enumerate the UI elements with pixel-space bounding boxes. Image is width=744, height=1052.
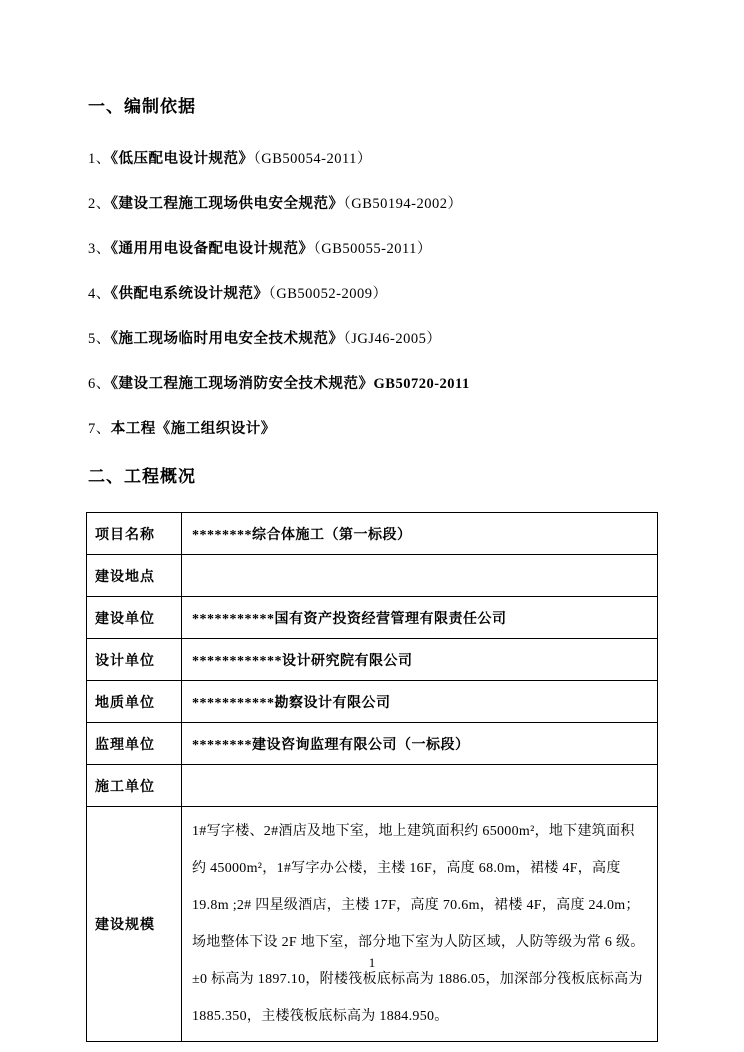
table-row-contractor xyxy=(87,765,658,807)
reference-item-7 xyxy=(88,417,658,438)
reference-code: （JGJ46-2005） xyxy=(343,331,442,347)
reference-num: 6、 xyxy=(88,376,111,392)
row-label: 建设规模 xyxy=(87,807,182,1042)
reference-item-4 xyxy=(88,282,658,303)
row-label: 项目名称 xyxy=(87,513,182,555)
row-value: ********综合体施工（第一标段） xyxy=(182,513,658,555)
reference-title: 《低压配电设计规范》 xyxy=(110,151,254,167)
row-value xyxy=(182,555,658,597)
reference-title: 本工程《施工组织设计》 xyxy=(110,421,276,437)
table-row-supervisor xyxy=(87,723,658,765)
reference-num: 3、 xyxy=(88,241,111,257)
reference-code: （GB50194-2002） xyxy=(343,196,463,212)
reference-title: 《通用用电设备配电设计规范》 xyxy=(110,241,314,257)
scale-paragraph-1: 1#写字楼、2#酒店及地下室，地上建筑面积约 65000m²，地下建筑面积约 45000m²，1#写字办公楼，主楼 16F，高度 68.0m，裙楼 4F，高度 19.8m ;2# 四星级酒店，主楼 17F，高度 70.6m，裙楼 4F，高度 24.0m； xyxy=(192,824,640,913)
row-value xyxy=(182,807,658,1042)
table-row-project-name xyxy=(87,513,658,555)
row-label: 施工单位 xyxy=(87,765,182,807)
row-label: 建设地点 xyxy=(87,555,182,597)
row-value: ***********勘察设计有限公司 xyxy=(182,681,658,723)
scale-paragraph-2: 场地整体下设 2F 地下室，部分地下室为人防区域，人防等级为常 6 级。±0 标高为 1897.10，附楼筏板底标高为 1886.05，加深部分筏板底标高为 1885.350，主楼筏板底标高为 1884.950。 xyxy=(192,935,645,1024)
reference-code: （GB50054-2011） xyxy=(253,151,372,167)
reference-num: 7、 xyxy=(88,421,111,437)
reference-code: GB50720-2011 xyxy=(373,376,470,392)
reference-title: 《施工现场临时用电安全技术规范》 xyxy=(110,331,344,347)
row-label: 监理单位 xyxy=(87,723,182,765)
row-value: ***********国有资产投资经营管理有限责任公司 xyxy=(182,597,658,639)
reference-item-3 xyxy=(88,237,658,258)
table-row-scale xyxy=(87,807,658,1042)
reference-title: 《建设工程施工现场消防安全技术规范》 xyxy=(110,376,374,392)
page-number: 1 xyxy=(368,955,376,970)
reference-num: 4、 xyxy=(88,286,111,302)
section1-title: 一、编制依据 xyxy=(88,97,196,116)
table-row-geology xyxy=(87,681,658,723)
table-row-designer xyxy=(87,639,658,681)
row-value: ************设计研究院有限公司 xyxy=(182,639,658,681)
row-value xyxy=(182,765,658,807)
reference-num: 5、 xyxy=(88,331,111,347)
reference-item-1 xyxy=(88,147,658,168)
section2-title: 二、工程概况 xyxy=(88,467,196,486)
reference-title: 《建设工程施工现场供电安全规范》 xyxy=(110,196,344,212)
row-value: ********建设咨询监理有限公司（一标段） xyxy=(182,723,658,765)
reference-code: （GB50055-2011） xyxy=(313,241,432,257)
table-row-owner xyxy=(87,597,658,639)
reference-item-5 xyxy=(88,327,658,348)
row-label: 设计单位 xyxy=(87,639,182,681)
reference-num: 1、 xyxy=(88,151,111,167)
reference-code: （GB50052-2009） xyxy=(268,286,388,302)
table-row-location xyxy=(87,555,658,597)
row-label: 地质单位 xyxy=(87,681,182,723)
reference-num: 2、 xyxy=(88,196,111,212)
reference-title: 《供配电系统设计规范》 xyxy=(110,286,269,302)
row-label: 建设单位 xyxy=(87,597,182,639)
reference-item-2 xyxy=(88,192,658,213)
reference-item-6 xyxy=(88,372,658,393)
